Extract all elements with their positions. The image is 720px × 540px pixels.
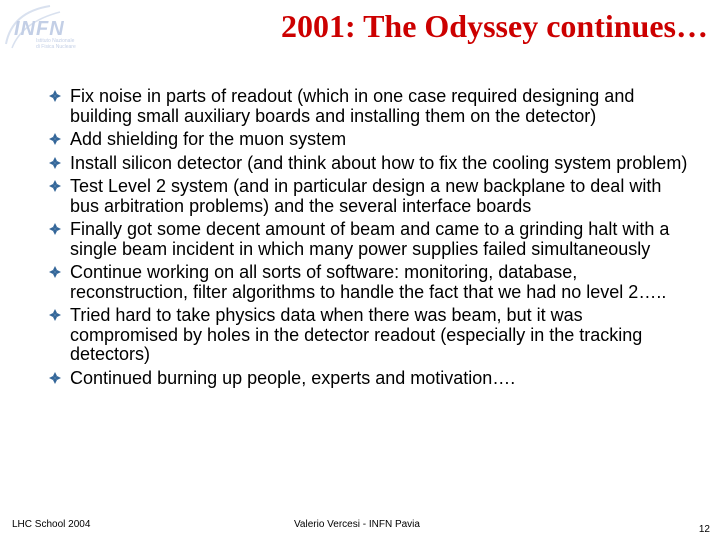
bullet-text: Finally got some decent amount of beam and came to a grinding halt with a single beam incident in which many power supplies failed simultaneously bbox=[70, 219, 670, 259]
bullet-item bbox=[48, 306, 688, 365]
bullet-item bbox=[48, 177, 688, 216]
bullet-text: Install silicon detector (and think about how to fix the cooling system problem) bbox=[70, 152, 688, 173]
diamond-bullet-icon bbox=[48, 222, 62, 236]
diamond-bullet-icon bbox=[48, 308, 62, 322]
bullet-item bbox=[48, 130, 688, 150]
diamond-bullet-icon bbox=[48, 89, 62, 103]
logo-subtitle-line: Istituto Nazionale bbox=[36, 38, 75, 44]
page-number: 12 bbox=[698, 524, 710, 535]
diamond-bullet-icon bbox=[48, 179, 62, 193]
bullet-text: Add shielding for the muon system bbox=[70, 129, 347, 149]
footer-author: Valerio Vercesi - INFN Pavia bbox=[294, 519, 420, 530]
bullet-text: Continued burning up people, experts and motivation…. bbox=[70, 367, 516, 388]
bullet-item bbox=[48, 87, 688, 126]
logo-subtitle bbox=[36, 38, 80, 50]
bullet-item bbox=[48, 220, 688, 259]
slide-title: 2001: The Odyssey continues… bbox=[280, 8, 708, 44]
diamond-bullet-icon bbox=[48, 371, 62, 385]
bullet-list bbox=[48, 87, 688, 392]
logo-subtitle-line: di Fisica Nucleare bbox=[36, 44, 76, 50]
bullet-text: Fix noise in parts of readout (which in one case required designing and building small auxiliary boards and installing them on the detector) bbox=[70, 86, 635, 126]
infn-logo bbox=[2, 2, 82, 52]
bullet-item bbox=[48, 369, 688, 389]
bullet-text: Continue working on all sorts of software: monitoring, database, reconstruction, filter algorithms to handle the fact that we had no level 2….. bbox=[70, 262, 667, 302]
diamond-bullet-icon bbox=[48, 265, 62, 279]
bullet-item bbox=[48, 154, 688, 174]
diamond-bullet-icon bbox=[48, 156, 62, 170]
bullet-text: Test Level 2 system (and in particular design a new backplane to deal with bus arbitration problems) and the several interface boards bbox=[70, 176, 662, 216]
bullet-item bbox=[48, 263, 688, 302]
logo-text: INFN bbox=[14, 18, 65, 40]
diamond-bullet-icon bbox=[48, 132, 62, 146]
bullet-text: Tried hard to take physics data when there was beam, but it was compromised by holes in the detector readout (especially in the tracking detectors) bbox=[70, 305, 643, 364]
footer-event: LHC School 2004 bbox=[12, 519, 91, 530]
